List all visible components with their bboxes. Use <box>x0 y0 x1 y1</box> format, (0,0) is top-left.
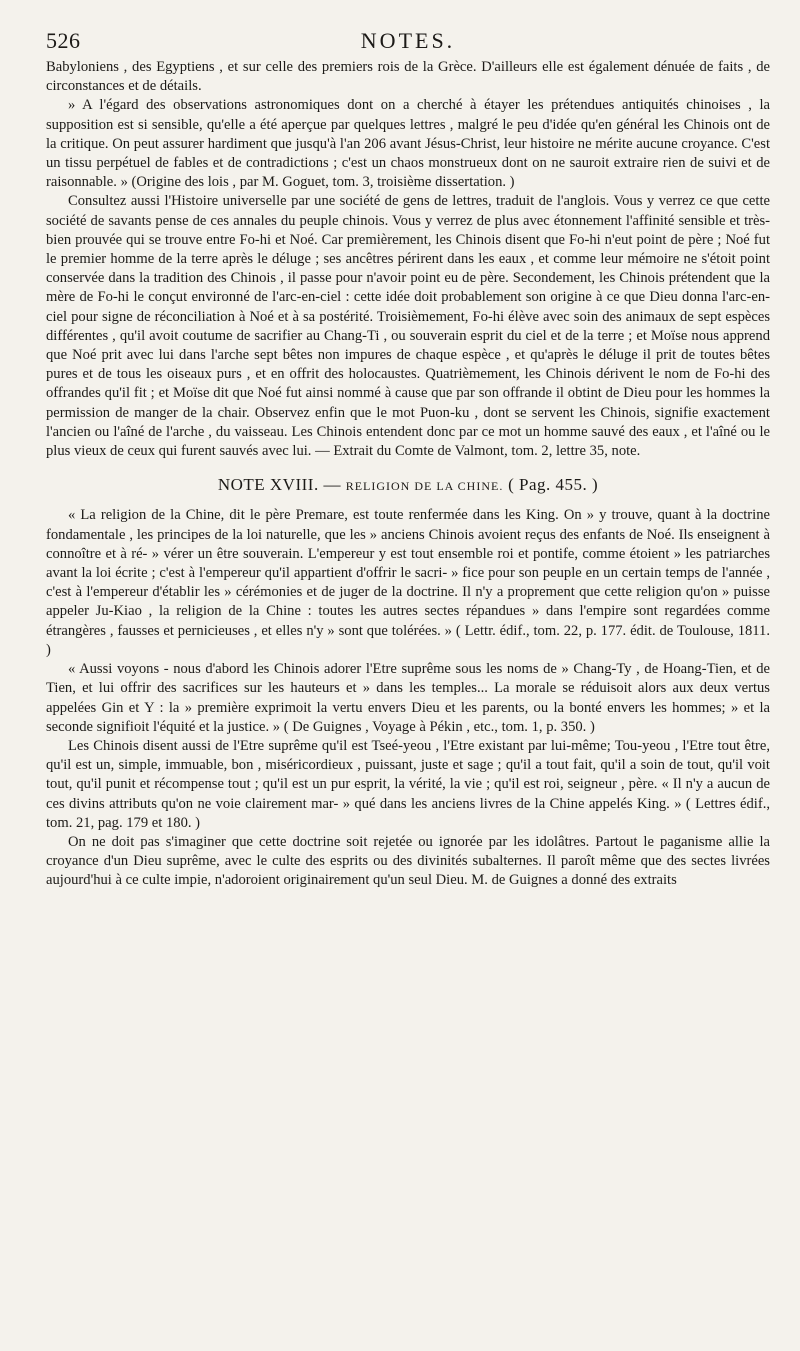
note-label: NOTE XVIII. — <box>217 475 341 495</box>
paragraph: Consultez aussi l'Histoire universelle par une société de gens de lettres, traduit de l'anglois. Vous y verrez ce que cette société de savants pense de ces annales du peuple chinois. Vous y verrez de plus avec étonnement l'affinité sensible et très-bien prouvée qui se trouve entre Fo-hi et Noé. Car premièrement, les Chinois disent que Fo-hi n'eut point de père ; Noé fut le premier homme de la terre après le déluge ; ses ancêtres périrent dans les eaux , et comme leur mémoire ne s'étoit point conservée dans la tradition des Chinois , il passe pour n'avoir point eu de père. Secondement, les Chinois prétendent que la mère de Fo-hi le conçut environné de l'arc-en-ciel : cette idée doit probablement son origine à ce que Dieu donna l'arc-en-ciel pour signe de réconciliation à Noé et à sa postérité. Troisièmement, Fo-hi élève avec soin des animaux de sept espèces différentes , qu'il avoit coutume de sacrifier au Chang-Ti , ou souverain esprit du ciel et de la terre ; et Moïse nous apprend que Noé prit avec lui dans l'arche sept bêtes non impures de chaque espèce , et qu'après le déluge il prit de toutes bêtes pures et de tous les oiseaux purs , et en offrit des holocaustes. Quatrièmement, les Chinois dérivent le nom de Fo-hi des offrandes qu'il fit ; et Moïse dit que Noé fut ainsi nommé à cause que par son offrande il obtint de Dieu pour les hommes la permission de manger de la chair. Observez enfin que le mot Puon-ku , dont se servent les Chinois, signifie exactement l'ancien ou l'aîné de l'arche , du vaisseau. Les Chinois entendent donc par ce mot un homme sauvé des eaux , et l'aîné ou le plus vieux de ceux qui furent sauvés avec lui. — Extrait du Comte de Valmont, tom. 2, lettre 35, note. <box>46 193 770 460</box>
paragraph: Les Chinois disent aussi de l'Etre suprême qu'il est Tseé-yeou , l'Etre existant par lui-même; Tou-yeou , l'Etre tout être, qu'il est un, simple, immuable, bon , miséricordieux , puissant, juste et sage ; qu'il a tout fait, qu'il a soin de tout, qu'il voit tout, qu'il punit et récompense tout ; qu'il est un pur esprit, la vérité, la vie ; qu'il est roi, seigneur , père. « Il n'y a aucun de ces divins attributs qu'on ne voie clairement mar- » qué dans les anciens livres de la Chine appelés King. » ( Lettres édif., tom. 21, pag. 179 et 180. ) <box>46 737 770 831</box>
note-body <box>46 506 770 890</box>
paragraph: « Aussi voyons - nous d'abord les Chinois adorer l'Etre suprême sous les noms de » Chang-Ty , de Hoang-Tien, et de Tien, et lui offrir des sacrifices sur les hauteurs et » dans les temples... La morale se réduisoit alors aux deux vertus appelées Gin et Y : la » première exprimoit la vertu envers Dieu et les parents, ou la bonté envers les hommes; » et la seconde signifioit l'équité et la justice. » ( De Guignes , Voyage à Pékin , etc., tom. 1, p. 350. ) <box>46 661 770 735</box>
paragraph: « La religion de la Chine, dit le père Premare, est toute renfermée dans les King. On » y trouve, quant à la doctrine fondamentale , les principes de la loi naturelle, que les » anciens Chinois avoient reçus des enfants de Noé. Ils enseignent à connoître et à ré- » vérer un être souverain. L'empereur y est tout ensemble roi et pontife, comme étoient » les patriarches avant la loi écrite ; c'est à l'empereur qu'il appartient d'offrir le sacri- » fice pour son peuple en un certain temps de l'année , c'est à l'empereur d'établir les » cérémonies et de juger de la doctrine. Il n'y a proprement que cette religion qu'on » puisse appeler Ju-Kiao , la religion de la Chine : toutes les autres sectes répandues » dans l'empire sont regardées comme étrangères , fausses et pernicieuses , et elles n'y » sont que tolérées. » ( Lettr. édif., tom. 22, p. 177. édit. de Toulouse, 1811. ) <box>46 507 770 658</box>
page-number: 526 <box>46 28 81 53</box>
paragraph: Babyloniens , des Egyptiens , et sur celle des premiers rois de la Grèce. D'ailleurs elle est également dénuée de faits , de circonstances et de détails. <box>46 59 770 95</box>
paragraph: » A l'égard des observations astronomiques dont on a cherché à étayer les prétendues antiquités chinoises , la supposition est si sensible, qu'elle a été aperçue par quelques lettres , malgré le peu d'idée qu'en général les Chinois ont de la critique. On peut assurer hardiment que jusqu'à l'an 206 avant Jésus-Christ, leur histoire ne mérite aucune croyance. C'est un tissu perpétuel de fables et de contradictions ; c'est un chaos monstrueux dont on ne sauroit extraire rien de suivi et de raisonnable. » (Origine des lois , par M. Goguet, tom. 3, troisième dissertation. ) <box>46 97 770 191</box>
note-page-ref: ( Pag. 455. ) <box>508 475 599 495</box>
note-heading <box>46 475 770 496</box>
paragraph: On ne doit pas s'imaginer que cette doctrine soit rejetée ou ignorée par les idolâtres. Partout le paganisme allie la croyance d'un Dieu suprême, avec le culte des esprits ou des divinités subalternes. Il paroît même que des sectes livrées aujourd'hui à ce culte impie, n'adoroient originairement qu'un seul Dieu. M. de Guignes a donné des extraits <box>46 833 770 889</box>
running-title: NOTES. <box>360 28 456 53</box>
running-head <box>46 20 770 58</box>
body-text <box>46 58 770 891</box>
note-subject: RELIGION DE LA CHINE. <box>345 479 504 494</box>
